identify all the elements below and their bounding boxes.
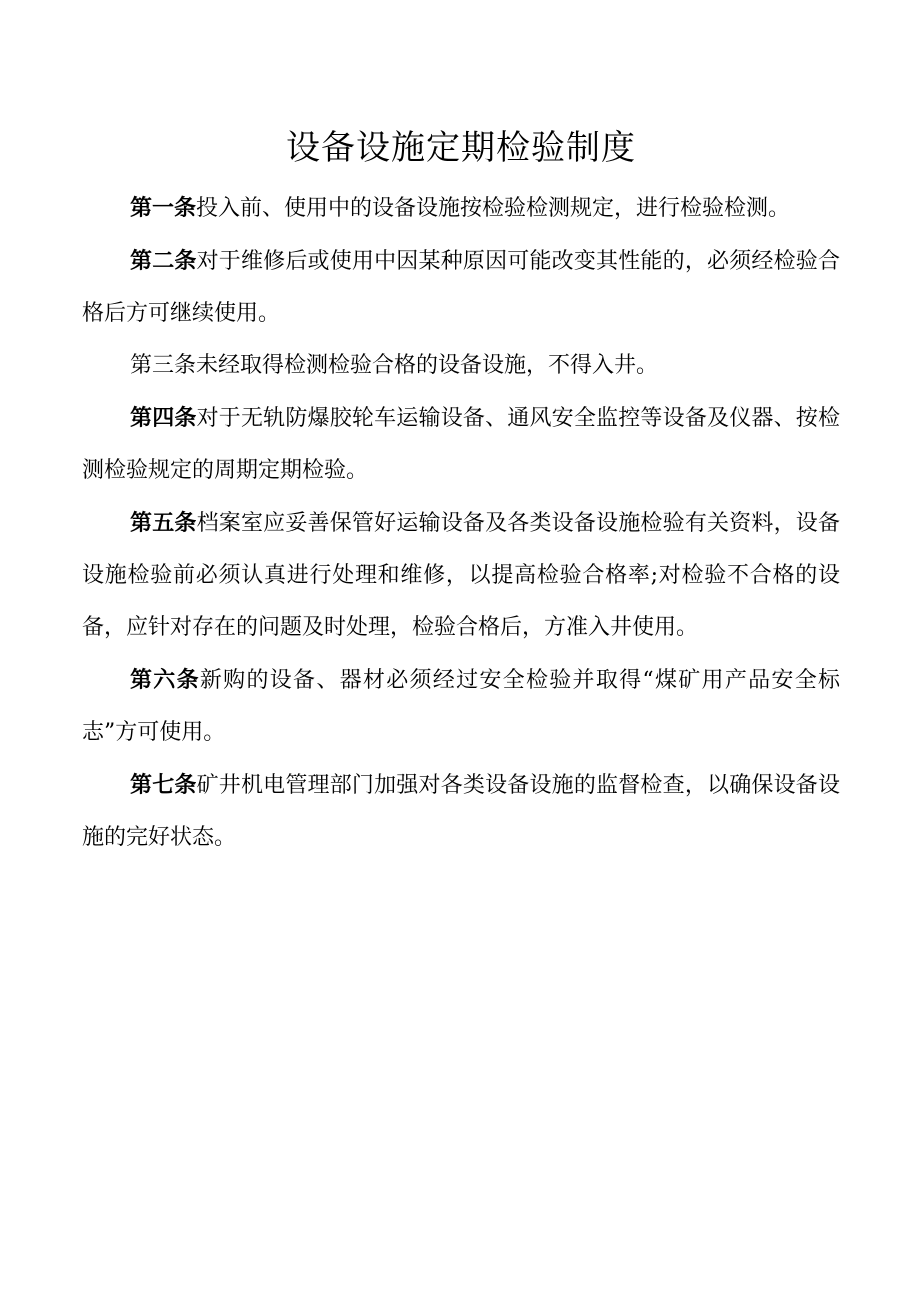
document-title: 设备设施定期检验制度 <box>286 128 636 168</box>
article-label: 第一条 <box>130 195 197 221</box>
article-4 <box>82 392 840 497</box>
article-label: 第三条 <box>130 353 197 378</box>
article-2 <box>82 235 840 340</box>
article-text: 投入前、使用中的设备设施按检验检测规定，进行检验检测。 <box>196 196 791 221</box>
article-text: 档案室应妥善保管好运输设备及各类设备设施检验有关资料，设备设施检验前必须认真进行处理和维修，以提高检验合格率;对检验不合格的设备，应针对存在的问题及时处理，检验合格后，方准入井使用。 <box>82 511 840 640</box>
article-6 <box>82 654 840 759</box>
article-text: 矿井机电管理部门加强对各类设备设施的监督检查，以确保设备设施的完好状态。 <box>82 773 840 850</box>
article-7 <box>82 759 840 864</box>
article-5 <box>82 497 840 654</box>
article-label: 第五条 <box>130 510 197 536</box>
article-text: 对于维修后或使用中因某种原因可能改变其性能的，必须经检验合格后方可继续使用。 <box>82 249 840 326</box>
article-text: 对于无轨防爆胶轮车运输设备、通风安全监控等设备及仪器、按检测检验规定的周期定期检验。 <box>82 406 840 483</box>
article-text: 未经取得检测检验合格的设备设施，不得入井。 <box>196 353 659 378</box>
article-label: 第二条 <box>130 248 197 274</box>
article-text: 新购的设备、器材必须经过安全检验并取得“煤矿用产品安全标志”方可使用。 <box>82 668 840 745</box>
article-label: 第七条 <box>130 772 197 798</box>
article-3 <box>82 340 840 392</box>
article-1 <box>82 182 840 235</box>
article-label: 第四条 <box>130 405 197 431</box>
article-label: 第六条 <box>130 667 200 693</box>
